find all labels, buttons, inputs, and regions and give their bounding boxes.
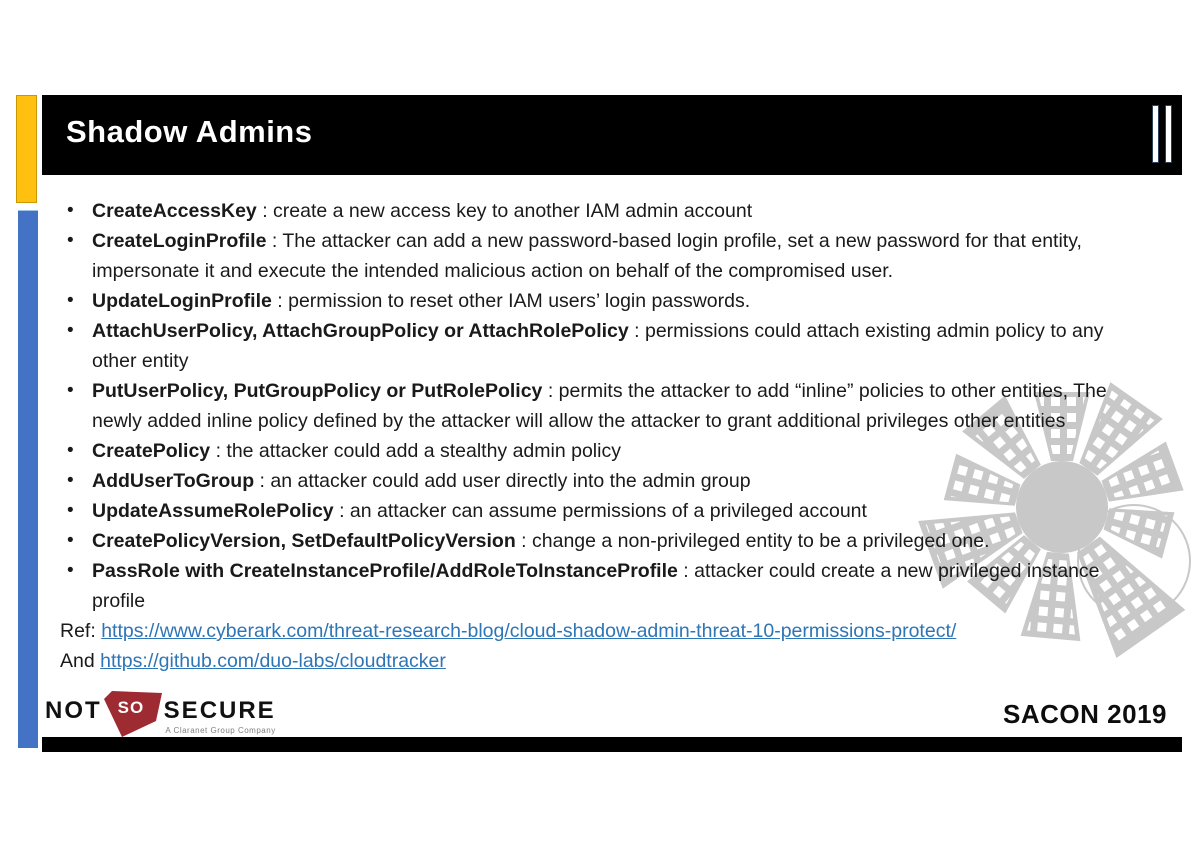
- bullet-desc: : The attacker can add a new password-based login profile, set a new password for that entity, impersonate it and execute the intended malicious action on behalf of the compromised user.: [92, 230, 1082, 282]
- bullet-item: [60, 316, 1126, 376]
- bullet-item: [60, 526, 1126, 556]
- bullet-term: CreateLoginProfile: [92, 230, 267, 252]
- conference-label: SACON 2019: [1003, 699, 1167, 729]
- slide-body: [60, 196, 1126, 676]
- bullet-item: [60, 286, 1126, 316]
- logo-red-shape-icon: [104, 691, 162, 737]
- bullet-item: [60, 466, 1126, 496]
- bullet-term: AttachUserPolicy, AttachGroupPolicy or AttachRolePolicy: [92, 320, 629, 342]
- bullet-desc: : permissions could attach existing admin policy to any other entity: [92, 320, 1104, 372]
- bullet-item: [60, 496, 1126, 526]
- bullet-term: PassRole with CreateInstanceProfile/AddRoleToInstanceProfile: [92, 560, 678, 582]
- bullet-desc: : change a non-privileged entity to be a privileged one.: [515, 530, 990, 552]
- bullet-term: CreatePolicyVersion, SetDefaultPolicyVersion: [92, 530, 516, 552]
- bullet-item: [60, 436, 1126, 466]
- reference-prefix: And: [60, 650, 101, 672]
- reference-link[interactable]: https://www.cyberark.com/threat-research-blog/cloud-shadow-admin-threat-10-permissions-protect/: [101, 620, 957, 642]
- reference-prefix: Ref:: [60, 620, 102, 642]
- bullet-desc: : an attacker can assume permissions of a privileged account: [333, 500, 867, 522]
- bullet-term: PutUserPolicy, PutGroupPolicy or PutRolePolicy: [92, 380, 543, 402]
- bullet-item: [60, 376, 1126, 436]
- bullet-list: [60, 196, 1126, 616]
- bullet-desc: : the attacker could add a stealthy admin policy: [210, 440, 621, 462]
- logo-word-not: NOT: [45, 697, 102, 724]
- bullet-term: UpdateAssumeRolePolicy: [92, 500, 334, 522]
- pause-bar: [1152, 105, 1159, 163]
- bullet-term: CreateAccessKey: [92, 200, 257, 222]
- bullet-desc: : attacker could create a new privileged instance profile: [92, 560, 1100, 612]
- bullet-term: AddUserToGroup: [92, 470, 255, 492]
- bullet-desc: : create a new access key to another IAM admin account: [256, 200, 753, 222]
- page-title: Shadow Admins: [66, 114, 313, 149]
- bullet-term: UpdateLoginProfile: [92, 290, 272, 312]
- notsosecure-logo: [45, 691, 276, 737]
- pause-bar: [1165, 105, 1172, 163]
- logo-word-so: SO: [117, 698, 145, 717]
- bullet-term: CreatePolicy: [92, 440, 211, 462]
- reference-list: [60, 616, 1126, 676]
- bullet-item: [60, 226, 1126, 286]
- bullet-desc: : an attacker could add user directly into the admin group: [254, 470, 751, 492]
- reference-link[interactable]: https://github.com/duo-labs/cloudtracker: [100, 650, 446, 672]
- bullet-item: [60, 196, 1126, 226]
- logo-word-secure: SECURE: [163, 697, 276, 724]
- slide-header: [42, 95, 1182, 175]
- pause-bars-icon: [1152, 105, 1172, 163]
- reference-line: [60, 646, 1126, 676]
- reference-line: [60, 616, 1126, 646]
- bullet-desc: : permits the attacker to add “inline” policies to other entities, The newly added inline policy defined by the attacker will allow the attacker to grant additional privileges other entities: [92, 380, 1107, 432]
- logo-tagline: A Claranet Group Company: [165, 726, 276, 735]
- accent-bar-blue: [18, 210, 38, 748]
- footer-bar: [42, 737, 1182, 752]
- bullet-desc: : permission to reset other IAM users’ login passwords.: [271, 290, 751, 312]
- bullet-item: [60, 556, 1126, 616]
- accent-bar-yellow: [16, 95, 37, 203]
